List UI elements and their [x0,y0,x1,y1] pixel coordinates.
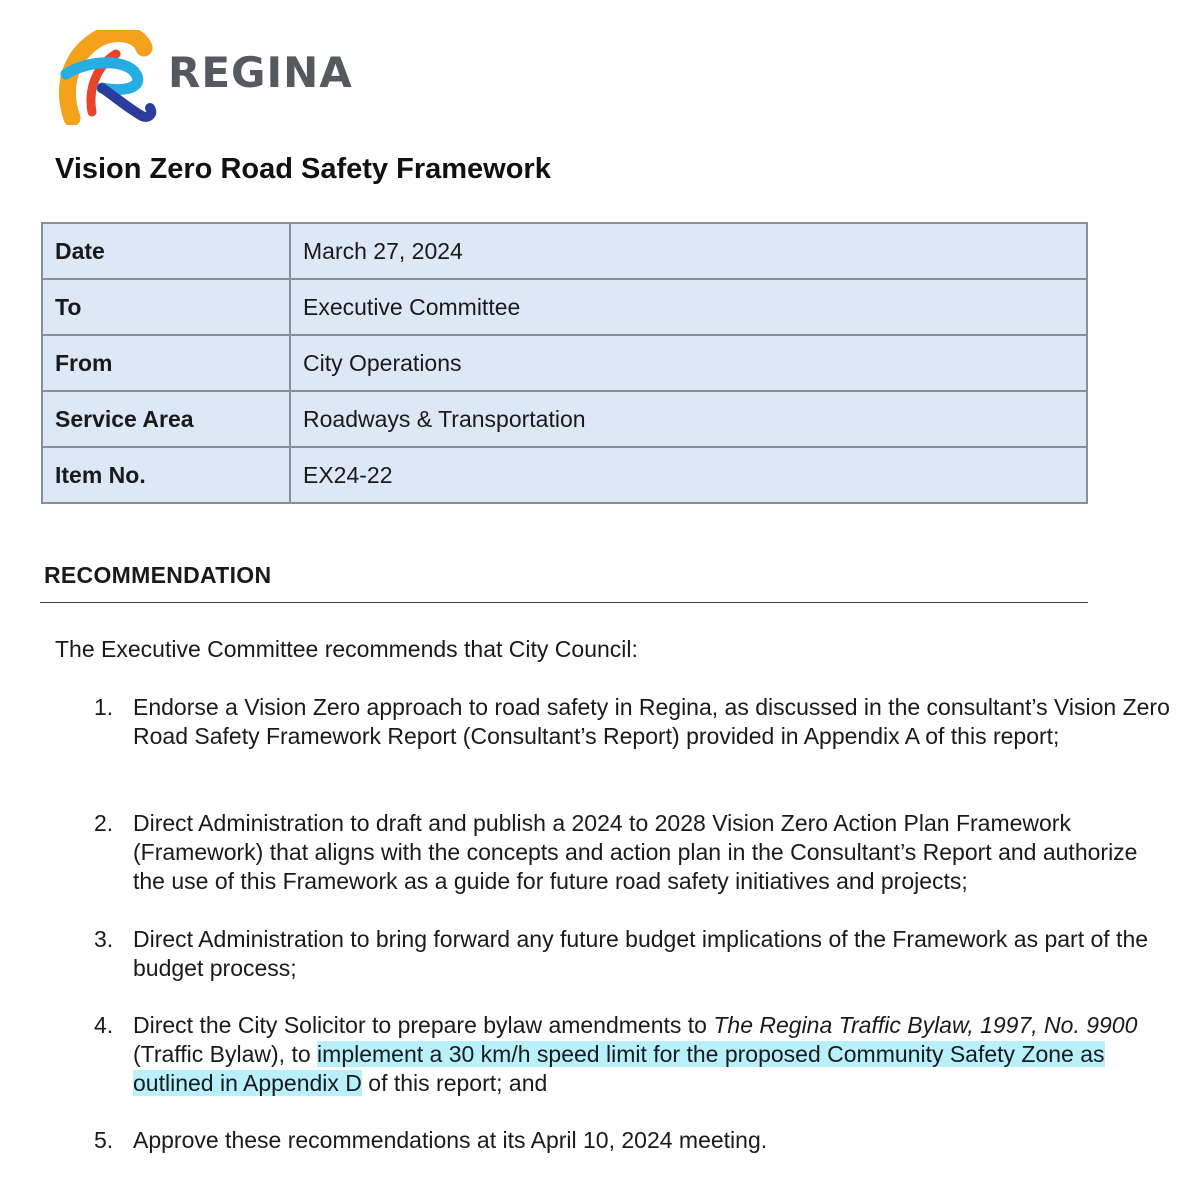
table-row [42,391,1087,447]
recommendation-intro: The Executive Committee recommends that City Council: [55,636,638,662]
item-text-part: of this report; and [361,1070,548,1096]
item-text: Direct Administration to bring forward any future budget implications of the Framework as part of the budget process; [133,926,1149,981]
item-text-part: (Traffic Bylaw), to [133,1041,318,1067]
recommendation-item-2 [94,809,1174,896]
item-text [133,1011,1174,1098]
item-text: Direct Administration to draft and publish a 2024 to 2028 Vision Zero Action Plan Framework (Framework) that aligns with the concepts and action plan in the Consultant’s Report and authorize the use of this Framework as a guide for future road safety initiatives and projects; [133,810,1138,894]
regina-wordmark: REGINA [168,48,353,97]
date-label: Date [42,223,290,279]
item-text: Endorse a Vision Zero approach to road safety in Regina, as discussed in the consultant’s Vision Zero Road Safety Framework Report (Consultant’s Report) provided in Appendix A of this report; [133,694,1170,749]
recommendation-item-4 [94,1011,1174,1098]
table-row [42,335,1087,391]
table-row [42,279,1087,335]
item-number: 5. [94,1127,114,1153]
item-no-value: EX24-22 [290,447,1087,503]
to-value: Executive Committee [290,279,1087,335]
item-number: 4. [94,1012,114,1038]
table-row [42,447,1087,503]
highlighted-text: implement a 30 km/h speed limit for the proposed Community Safety Zone as outlined in Appendix D [133,1041,1105,1096]
item-text: Approve these recommendations at its April 10, 2024 meeting. [133,1127,768,1153]
service-area-value: Roadways & Transportation [290,391,1087,447]
item-number: 2. [94,810,114,836]
table-row [42,223,1087,279]
from-label: From [42,335,290,391]
to-label: To [42,279,290,335]
item-number: 3. [94,926,114,952]
service-area-label: Service Area [42,391,290,447]
item-no-label: Item No. [42,447,290,503]
regina-r-logo-icon [58,30,158,125]
regina-logo [58,30,358,125]
date-value: March 27, 2024 [290,223,1087,279]
bylaw-title: The Regina Traffic Bylaw, 1997, No. 9900 [713,1012,1138,1038]
from-value: City Operations [290,335,1087,391]
report-info-table [41,222,1088,504]
recommendation-heading: RECOMMENDATION [44,562,272,588]
section-divider [40,602,1088,603]
recommendation-item-5 [94,1126,1174,1155]
recommendation-item-3 [94,925,1174,983]
recommendation-item-1 [94,693,1174,751]
document-title: Vision Zero Road Safety Framework [55,153,551,185]
item-text-part: Direct the City Solicitor to prepare bylaw amendments to [133,1012,714,1038]
item-number: 1. [94,694,114,720]
